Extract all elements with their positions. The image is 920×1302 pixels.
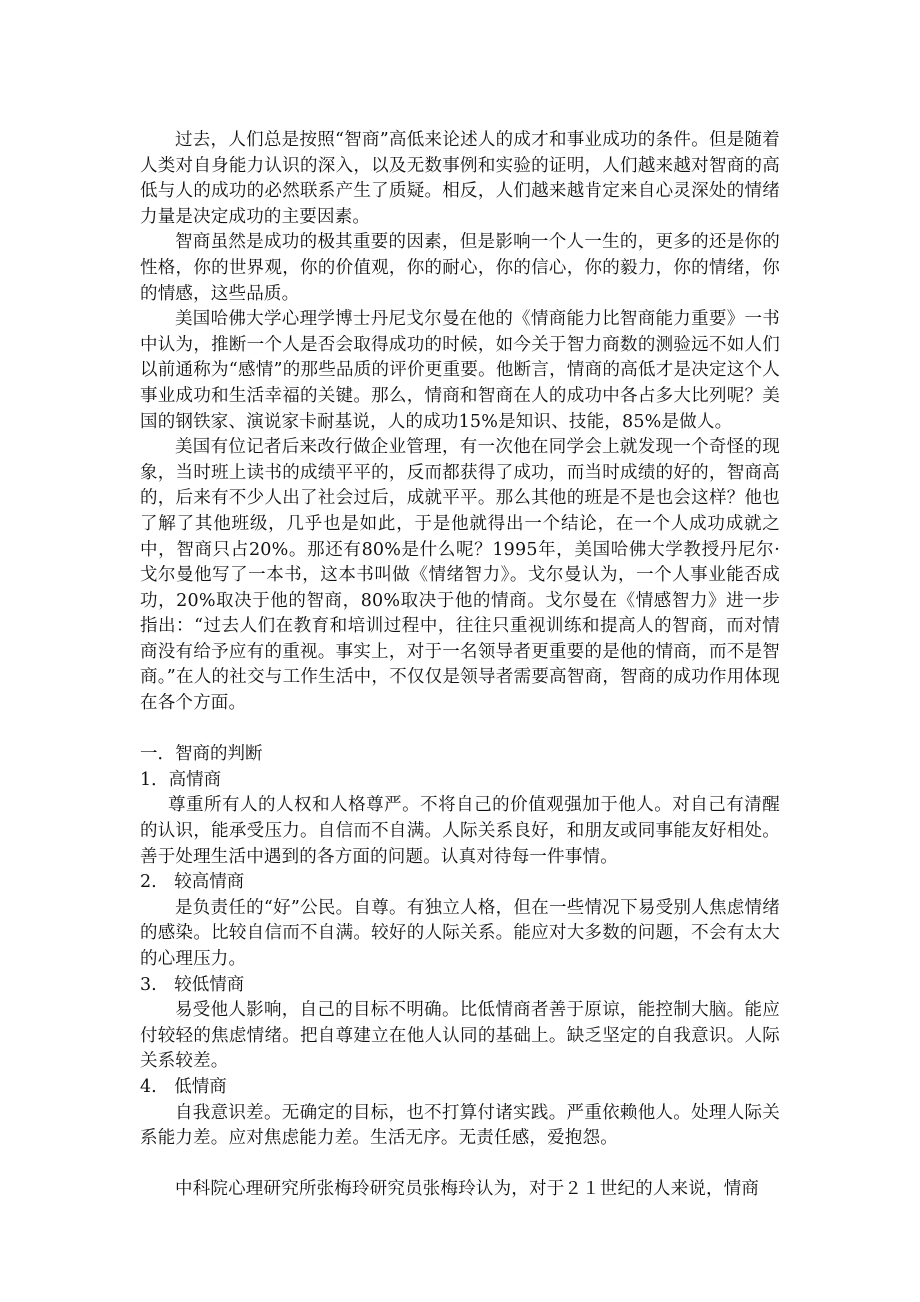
- spacer: [140, 717, 780, 743]
- intro-paragraph-2: 智商虽然是成功的极其重要的因素，但是影响一个人一生的，更多的还是你的性格，你的世界观，你的价值观，你的耐心，你的信心，你的毅力，你的情绪，你的情感，这些品质。: [140, 232, 780, 304]
- section-title: 一．智商的判断: [140, 744, 263, 765]
- level-text-4: 自我意识差。无确定的目标，也不打算付诸实践。严重依赖他人。处理人际关系能力差。应对焦虑能力差。生活无序。无责任感，爱抱怨。: [140, 1102, 780, 1149]
- level-text-2: 是负责任的“好”公民。自尊。有独立人格，但在一些情况下易受别人焦虑情绪的感染。比较自信而不自满。较好的人际关系。能应对大多数的问题，不会有太大的心理压力。: [140, 897, 780, 969]
- level-heading-3: 3. 较低情商: [140, 974, 245, 995]
- level-heading-2: 2. 较高情商: [140, 872, 245, 893]
- spacer: [140, 1152, 780, 1178]
- level-text-3: 易受他人影响，自己的目标不明确。比低情商者善于原谅，能控制大脑。能应付较轻的焦虑情绪。把自尊建立在他人认同的基础上。缺乏坚定的自我意识。人际关系较差。: [140, 1000, 780, 1072]
- level-text-1: 尊重所有人的人权和人格尊严。不将自己的价值观强加于他人。对自己有清醒的认识，能承受压力。自信而不自满。人际关系良好，和朋友或同事能友好相处。善于处理生活中遇到的各方面的问题。认真对待每一件事情。: [140, 795, 780, 867]
- level-heading-1: 1．高情商: [140, 769, 222, 790]
- closing-paragraph: 中科院心理研究所张梅玲研究员张梅玲认为，对于２１世纪的人来说，情商: [175, 1179, 760, 1200]
- intro-paragraph-1: 过去，人们总是按照“智商”高低来论述人的成才和事业成功的条件。但是随着人类对自身能力认识的深入，以及无数事例和实验的证明，人们越来越对智商的高低与人的成功的必然联系产生了质疑。相反，人们越来越肯定来自心灵深处的情绪力量是决定成功的主要因素。: [140, 130, 780, 227]
- intro-paragraph-3: 美国哈佛大学心理学博士丹尼戈尔曼在他的《情商能力比智商能力重要》一书中认为，推断一个人是否会取得成功的时候，如今关于智力商数的测验远不如人们以前通称为“感情”的那些品质的评价更重要。他断言，情商的高低才是决定这个人事业成功和生活幸福的关键。那么，情商和智商在人的成功中各占多大比列呢？美国的钢铁家、演说家卡耐基说，人的成功15%是知识、技能，85%是做人。: [140, 309, 780, 432]
- level-heading-4: 4. 低情商: [140, 1076, 227, 1097]
- document-page: [140, 128, 780, 1203]
- intro-paragraph-4: 美国有位记者后来改行做企业管理，有一次他在同学会上就发现一个奇怪的现象，当时班上读书的成绩平平的，反而都获得了成功，而当时成绩的好的，智商高的，后来有不少人出了社会过后，成就平平。那么其他的班是不是也会这样？他也了解了其他班级，几乎也是如此，于是他就得出一个结论，在一个人成功成就之中，智商只占20%。那还有80%是什么呢？1995年，美国哈佛大学教授丹尼尔·戈尔曼他写了一本书，这本书叫做《情绪智力》。戈尔曼认为，一个人事业能否成功，20%取决于他的智商，80%取决于他的情商。戈尔曼在《情感智力》进一步指出：“过去人们在教育和培训过程中，往往只重视训练和提高人的智商，而对情商没有给予应有的重视。事实上，对于一名领导者更重要的是他的情商，而不是智商。”在人的社交与工作生活中，不仅仅是领导者需要高智商，智商的成功作用体现在各个方面。: [140, 437, 780, 714]
